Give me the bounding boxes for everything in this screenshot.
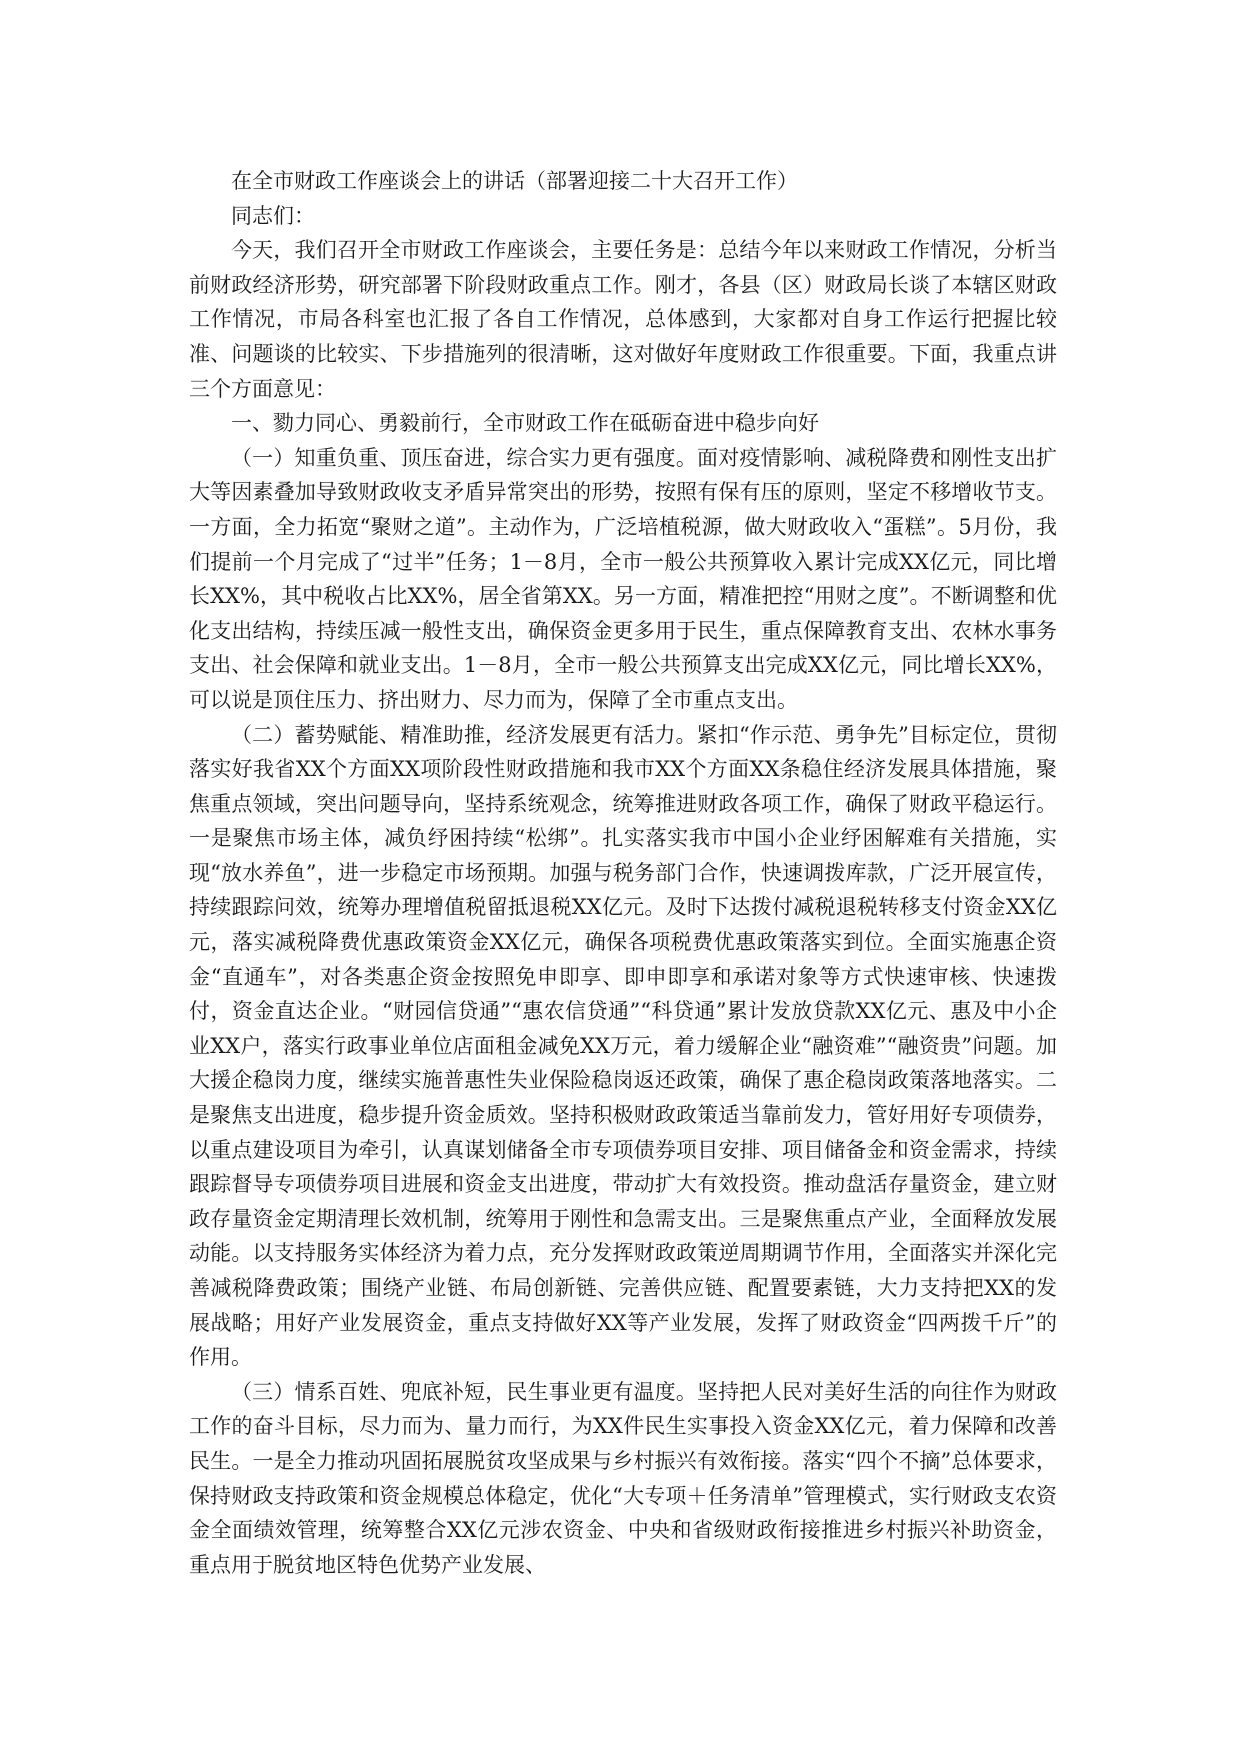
paragraph-subsection-3: （三）情系百姓、兜底补短，民生事业更有温度。坚持把人民对美好生活的向往作为财政工作的奋斗目标，尽力而为、量力而行，为XX件民生实事投入资金XX亿元，着力保障和改善民生。一是全力推动巩固拓展脱贫攻坚成果与乡村振兴有效衔接。落实“四个不摘”总体要求，保持财政支持政策和资金规模总体稳定，优化“大专项＋任务清单”管理模式，实行财政支农资金全面绩效管理，统筹整合XX亿元涉农资金、中央和省级财政衔接推进乡村振兴补助资金，重点用于脱贫地区特色优势产业发展、	[189, 1379, 1057, 1577]
paragraph-intro: 今天，我们召开全市财政工作座谈会，主要任务是：总结今年以来财政工作情况，分析当前财政经济形势，研究部署下阶段财政重点工作。刚才，各县（区）财政局长谈了本辖区财政工作情况，市局各科室也汇报了各自工作情况，总体感到，大家都对自身工作运行把握比较准、问题谈的比较实、下步措施列的很清晰，这对做好年度财政工作很重要。下面，我重点讲三个方面意见：	[189, 238, 1057, 401]
document-body	[189, 164, 1057, 1582]
section-heading-1: 一、勠力同心、勇毅前行，全市财政工作在砥砺奋进中稳步向好	[231, 411, 819, 436]
salutation: 同志们：	[231, 203, 315, 228]
paragraph-subsection-2: （二）蓄势赋能、精准助推，经济发展更有活力。紧扣“作示范、勇争先”目标定位，贯彻落实好我省XX个方面XX项阶段性财政措施和我市XX个方面XX条稳住经济发展具体措施，聚焦重点领域，突出问题导向，坚持系统观念，统筹推进财政各项工作，确保了财政平稳运行。一是聚焦市场主体，减负纾困持续“松绑”。扎实落实我市中国小企业纾困解难有关措施，实现“放水养鱼”，进一步稳定市场预期。加强与税务部门合作，快速调拨库款，广泛开展宣传，持续跟踪问效，统筹办理增值税留抵退税XX亿元。及时下达拨付减税退税转移支付资金XX亿元，落实减税降费优惠政策资金XX亿元，确保各项税费优惠政策落实到位。全面实施惠企资金“直通车”，对各类惠企资金按照免申即享、即申即享和承诺对象等方式快速审核、快速拨付，资金直达企业。“财园信贷通”“惠农信贷通”“科贷通”累计发放贷款XX亿元、惠及中小企业XX户，落实行政事业单位店面租金减免XX万元，着力缓解企业“融资难”“融资贵”问题。加大援企稳岗力度，继续实施普惠性失业保险稳岗返还政策，确保了惠企稳岗政策落地落实。二是聚焦支出进度，稳步提升资金质效。坚持积极财政政策适当靠前发力，管好用好专项债券，以重点建设项目为牵引，认真谋划储备全市专项债券项目安排、项目储备金和资金需求，持续跟踪督导专项债券项目进展和资金支出进度，带动扩大有效投资。推动盘活存量资金，建立财政存量资金定期清理长效机制，统筹用于刚性和急需支出。三是聚焦重点产业，全面释放发展动能。以支持服务实体经济为着力点，充分发挥财政政策逆周期调节作用，全面落实并深化完善减税降费政策；围绕产业链、布局创新链、完善供应链、配置要素链，大力支持把XX的发展战略；用好产业发展资金，重点支持做好XX等产业发展，发挥了财政资金“四两拨千斤”的作用。	[189, 722, 1057, 1370]
document-title: 在全市财政工作座谈会上的讲话（部署迎接二十大召开工作）	[231, 169, 798, 193]
paragraph-subsection-1: （一）知重负重、顶压奋进，综合实力更有强度。面对疫情影响、减税降费和刚性支出扩大等因素叠加导致财政收支矛盾异常突出的形势，按照有保有压的原则，坚定不移增收节支。一方面，全力拓宽“聚财之道”。主动作为，广泛培植税源，做大财政收入“蛋糕”。5月份，我们提前一个月完成了“过半”任务；1－8月，全市一般公共预算收入累计完成XX亿元，同比增长XX%，其中税收占比XX%，居全省第XX。另一方面，精准把控“用财之度”。不断调整和优化支出结构，持续压减一般性支出，确保资金更多用于民生，重点保障教育支出、农林水事务支出、社会保障和就业支出。1－8月，全市一般公共预算支出完成XX亿元，同比增长XX%，可以说是顶住压力、挤出财力、尽力而为，保障了全市重点支出。	[189, 445, 1057, 712]
